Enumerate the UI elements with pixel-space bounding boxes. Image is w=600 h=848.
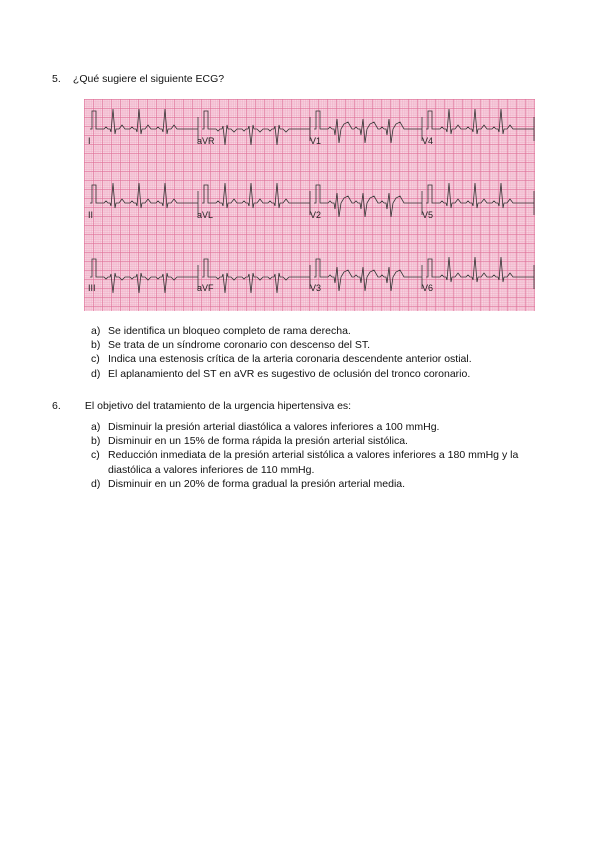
option-text: Disminuir la presión arterial diastólica a valores inferiores a 100 mmHg.	[108, 421, 440, 433]
ecg-trace	[426, 183, 534, 208]
option-letter: a)	[91, 325, 101, 337]
option-text: El aplanamiento del ST en aVR es sugestivo de oclusión del tronco coronario.	[108, 367, 471, 380]
ecg-trace	[426, 109, 534, 134]
question-6-options	[91, 420, 531, 491]
ecg-trace	[314, 185, 422, 217]
option-text: Se trata de un síndrome coronario con descenso del ST.	[108, 339, 371, 352]
ecg-lead-v2: V2	[310, 210, 322, 220]
option-letter: d)	[91, 477, 101, 490]
question-5-text: ¿Qué sugiere el siguiente ECG?	[72, 73, 225, 85]
question-6	[52, 400, 351, 412]
ecg-lead-avf: aVF	[197, 283, 214, 293]
option-letter: a)	[91, 421, 101, 433]
ecg-trace	[314, 111, 422, 143]
ecg-trace	[90, 259, 198, 293]
option-letter: c)	[91, 449, 100, 462]
ecg-lead-i: I	[88, 136, 91, 146]
option-6a[interactable]	[91, 420, 531, 434]
option-5c[interactable]	[91, 352, 472, 366]
option-text: Se identifica un bloqueo completo de rama derecha.	[108, 325, 351, 337]
option-letter: d)	[91, 367, 101, 380]
ecg-lead-iii: III	[88, 283, 96, 293]
question-6-text: El objetivo del tratamiento de la urgencia hipertensiva es:	[84, 400, 352, 412]
option-text: Indica una estenosis crítica de la arteria coronaria descendente anterior ostial.	[108, 353, 472, 366]
ecg-lead-v5: V5	[422, 210, 434, 220]
ecg-trace	[90, 109, 198, 134]
ecg-trace	[202, 259, 310, 293]
option-letter: b)	[91, 435, 101, 448]
question-6-number: 6.	[52, 400, 61, 412]
question-5	[52, 73, 224, 85]
option-text: Disminuir en un 15% de forma rápida la presión arterial sistólica.	[108, 435, 408, 448]
option-letter: c)	[91, 353, 100, 366]
ecg-lead-avr: aVR	[197, 136, 215, 146]
option-5b[interactable]	[91, 338, 472, 352]
ecg-image	[84, 99, 535, 311]
ecg-trace	[314, 259, 422, 291]
option-text: Disminuir en un 20% de forma gradual la presión arterial media.	[108, 477, 406, 490]
ecg-traces	[84, 99, 535, 311]
ecg-trace	[202, 183, 310, 208]
option-5a[interactable]	[91, 324, 472, 338]
ecg-lead-avl: aVL	[197, 210, 214, 220]
ecg-lead-v1: V1	[310, 136, 322, 146]
option-6d[interactable]	[91, 477, 531, 491]
ecg-lead-v6: V6	[422, 283, 434, 293]
option-5d[interactable]	[91, 367, 472, 381]
ecg-lead-v3: V3	[310, 283, 322, 293]
question-5-options	[91, 324, 472, 381]
question-5-number: 5.	[52, 73, 61, 85]
option-6c[interactable]	[91, 448, 531, 476]
option-text: Reducción inmediata de la presión arterial sistólica a valores inferiores a 180 mmHg y la diastólica a valores inferiores de 110 mmHg.	[108, 449, 519, 476]
option-letter: b)	[91, 339, 101, 352]
ecg-trace	[90, 183, 198, 208]
ecg-lead-v4: V4	[422, 136, 434, 146]
ecg-lead-ii: II	[88, 210, 94, 220]
ecg-trace	[202, 111, 310, 145]
option-6b[interactable]	[91, 434, 531, 448]
ecg-trace	[426, 257, 534, 282]
